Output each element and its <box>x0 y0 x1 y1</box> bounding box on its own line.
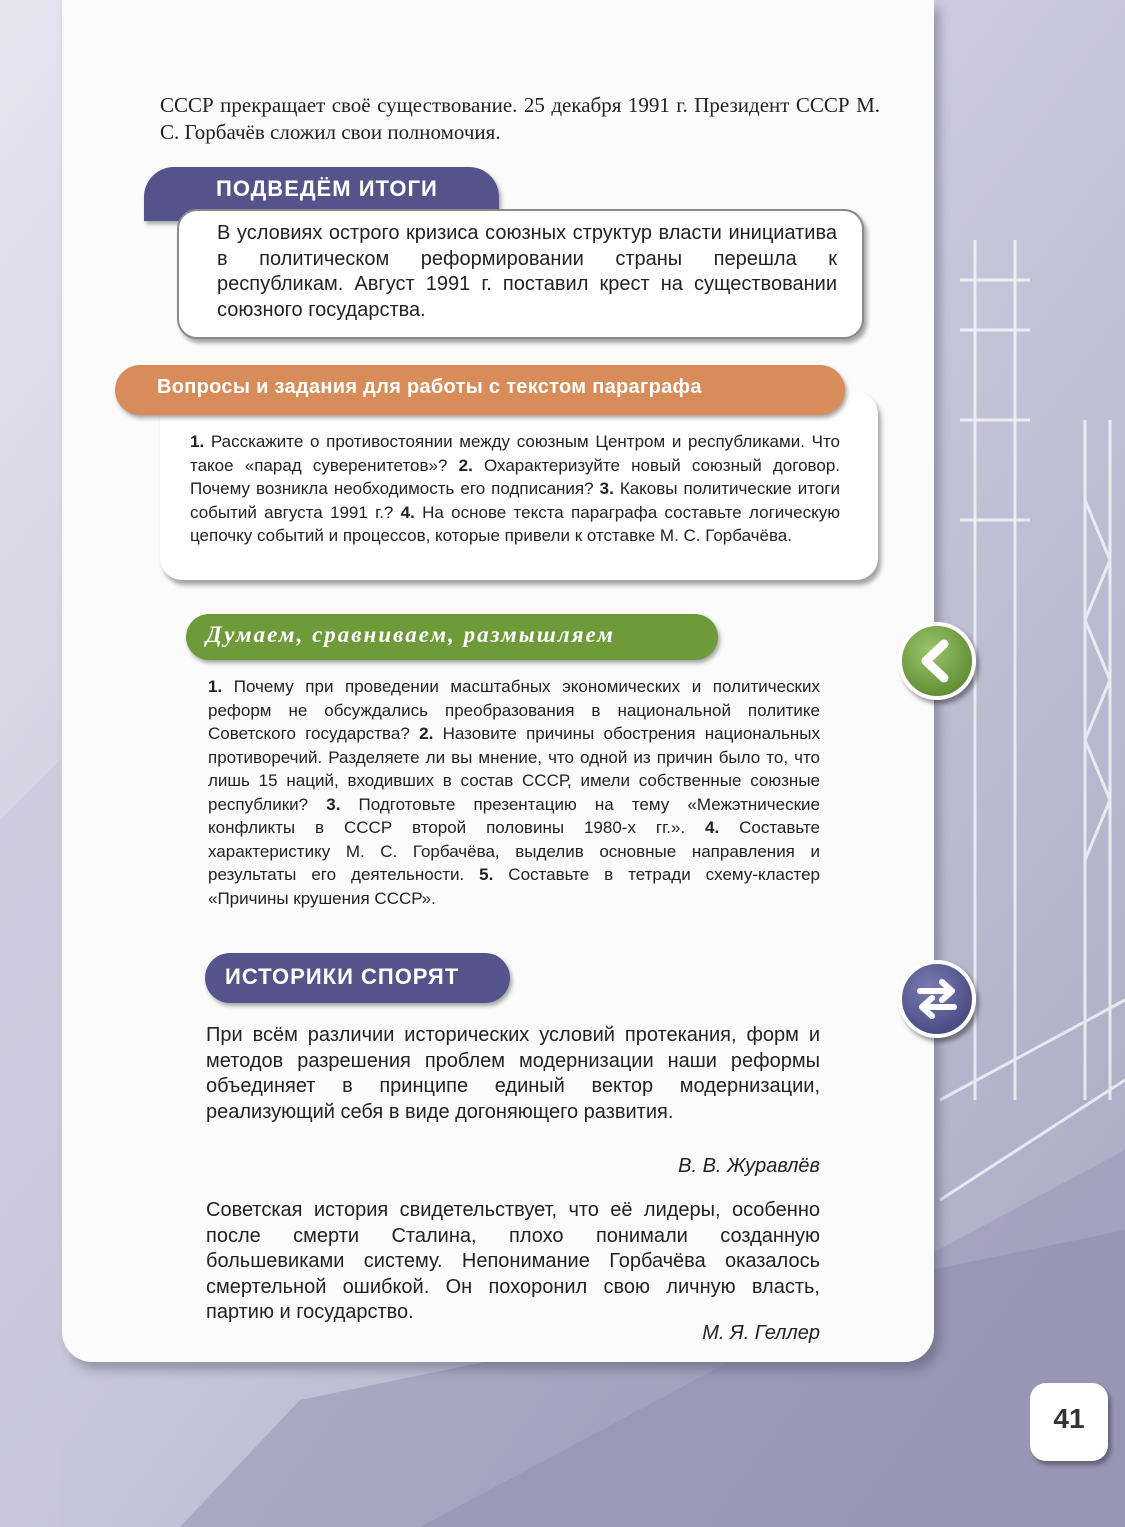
questions-heading-tab <box>115 365 845 415</box>
questions-title: Вопросы и задания для работы с текстом параграфа <box>157 376 702 398</box>
task-number: 4. <box>705 818 720 837</box>
historian-quote-2: Советская история свидетельствует, что её лидеры, особенно после смерти Сталина, плохо понимали созданную большевиками систему. Непонимание Горбачёва оказалось смертельной ошибкой. Он похоронил свою личную власть, партию и государство. <box>206 1199 820 1323</box>
task-text: Подготовьте презентацию на тему «Межэтнические конфликты в СССР второй половины 1980-х гг.». <box>208 794 820 837</box>
intro-paragraph: СССР прекращает своё существование. 25 декабря 1991 г. Президент СССР М. С. Горбачёв сложил свои полномочия. <box>160 93 880 144</box>
task-number: 5. <box>479 865 494 884</box>
task-number: 3. <box>326 794 341 814</box>
question-number: 3. <box>599 479 614 498</box>
page-number-badge <box>1030 1383 1108 1461</box>
back-arrow-icon[interactable] <box>898 622 976 700</box>
questions-text <box>190 430 840 548</box>
question-text: Охарактеризуйте новый союзный договор. Почему возникла необходимость его подписания? <box>190 455 841 498</box>
historian-quote-1: При всём различии исторических условий протекания, форм и методов разрешения проблем модернизации наши реформы объединяет в принципе единый вектор модернизации, реализующий себя в виде догоняющего развития. <box>206 1024 820 1123</box>
think-text <box>208 675 820 910</box>
think-title: Думаем, сравниваем, размышляем <box>206 622 615 647</box>
task-text: Составьте в тетради схему-кластер «Причины крушения СССР». <box>208 865 820 908</box>
page-number: 41 <box>1053 1403 1085 1434</box>
swap-arrows-icon[interactable] <box>898 960 976 1038</box>
task-number: 1. <box>208 677 223 696</box>
historian-author-1: В. В. Журавлёв <box>678 1155 820 1177</box>
task-text: Составьте характеристику М. С. Горбачёва, выделив основные направления и результаты его деятельности. <box>208 818 820 884</box>
question-number: 1. <box>190 432 205 451</box>
historians-title: ИСТОРИКИ СПОРЯТ <box>225 964 460 989</box>
summary-text: В условиях острого кризиса союзных структур власти инициатива в политическом реформировании страны перешла к республикам. Август 1991 г. поставил крест на существовании союзного государства. <box>217 222 837 321</box>
questions-box <box>160 392 878 580</box>
question-text: Каковы политические итоги событий августа 1991 г.? <box>190 479 840 522</box>
question-text: Расскажите о противостоянии между союзным Центром и республиками. Что такое «парад суверенитетов»? <box>190 432 840 475</box>
summary-box <box>177 209 864 339</box>
task-text: Почему при проведении масштабных экономических и политических реформ не обсуждались преобразования в национальной политике Советского государства? <box>208 677 820 743</box>
historian-author-2: М. Я. Геллер <box>702 1322 820 1344</box>
historians-heading-tab <box>205 953 510 1003</box>
think-heading-tab <box>186 614 718 660</box>
summary-title: ПОДВЕДЁМ ИТОГИ <box>216 176 438 201</box>
task-number: 2. <box>419 724 434 743</box>
question-number: 4. <box>400 502 415 522</box>
question-text: На основе текста параграфа составьте логическую цепочку событий и процессов, которые привели к отставке М. С. Горбачёва. <box>190 502 840 545</box>
task-text: Назовите причины обострения национальных противоречий. Разделяете ли вы мнение, что одной из причин было то, что лишь 15 наций, входивших в состав СССР, имели собственные союзные республики? <box>208 724 821 814</box>
question-number: 2. <box>458 455 473 475</box>
